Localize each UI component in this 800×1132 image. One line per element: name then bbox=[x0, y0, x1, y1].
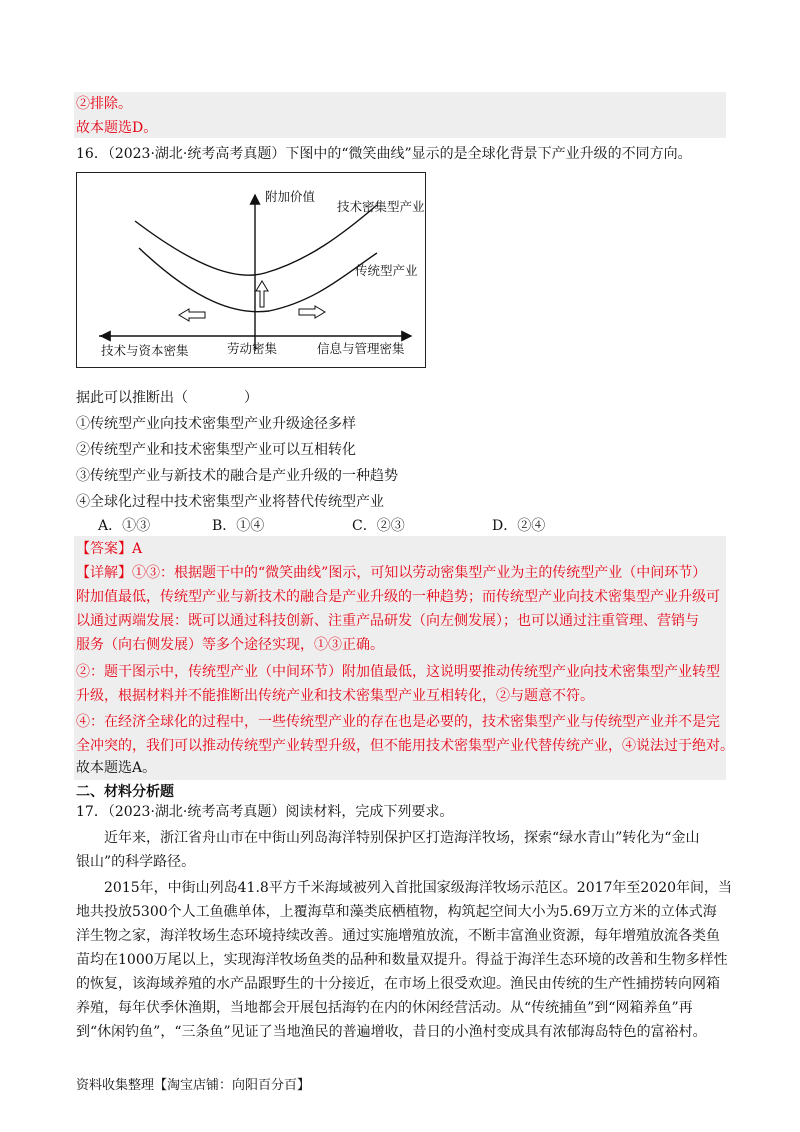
material-para2-line4: 苗均在1000万尾以上，实现海洋牧场鱼类的品种和数量双提升。得益于海洋生态环境的改善和生物多样性 bbox=[76, 952, 728, 968]
upper-curve-label: 技术密集型产业 bbox=[337, 199, 425, 214]
material-para1-line1: 近年来，浙江省舟山市在中街山列岛海洋特别保护区打造海洋牧场，探索“绿水青山”转化为“金山 bbox=[104, 830, 700, 846]
material-para2-line2: 地共投放5300个人工鱼礁单体，上覆海草和藻类底栖植物，构筑起空间大小为5.69万立方米的立体式海 bbox=[76, 904, 717, 920]
question-16-prompt: 据此可以推断出（ ） bbox=[76, 390, 258, 406]
answer-line: ②排除。 bbox=[76, 96, 132, 112]
material-para2-line3: 洋生物之家，海洋牧场生态环境持续改善。通过实施增殖放流，不断丰富渔业资源，每年增殖放流各类鱼 bbox=[76, 928, 720, 944]
option-c: C．②③ bbox=[352, 518, 405, 534]
question-16-stem: 16．（2023·湖北·统考高考真题）下图中的“微笑曲线”显示的是全球化背景下产业升级的不同方向。 bbox=[76, 146, 692, 162]
section-title: 二、材料分析题 bbox=[76, 784, 174, 800]
answer-16-conclusion: 故本题选A。 bbox=[76, 760, 157, 776]
material-para2-line6: 养殖，每年伏季休渔期，当地都会开展包括海钓在内的休闲经营活动。从“传统捕鱼”到“网箱养鱼”再 bbox=[76, 1000, 693, 1016]
option-a: A．①③ bbox=[98, 518, 151, 534]
statement-1: ①传统型产业向技术密集型产业升级途径多样 bbox=[76, 416, 356, 432]
x-mid-label: 劳动密集 bbox=[227, 341, 278, 356]
smile-curve-figure bbox=[76, 172, 426, 368]
explain-line-5: ②：题干图示中，传统型产业（中间环节）附加值最低，这说明要推动传统型产业向技术密集型产业转型 bbox=[76, 664, 720, 680]
material-para2-line1: 2015年，中街山列岛41.8平方千米海域被列入首批国家级海洋牧场示范区。2017年至2020年间，当 bbox=[104, 880, 733, 896]
lower-curve-label: 传统型产业 bbox=[355, 263, 418, 278]
option-d: D．②④ bbox=[492, 518, 546, 534]
explain-line-4: 服务（向右侧发展）等多个途径实现，①③正确。 bbox=[76, 637, 384, 653]
left-arrow-icon bbox=[179, 309, 205, 321]
answer-block-top bbox=[74, 92, 726, 138]
y-axis-label: 附加价值 bbox=[265, 189, 316, 204]
statement-4: ④全球化过程中技术密集型产业将替代传统型产业 bbox=[76, 494, 384, 510]
explain-line-2: 附加值最低，传统型产业与新技术的融合是产业升级的一种趋势；而传统型产业向技术密集型产业升级可 bbox=[76, 589, 720, 605]
explain-line-3: 以通过两端发展：既可以通过科技创新、注重产品研发（向左侧发展）；也可以通过注重管理、营销与 bbox=[76, 613, 699, 629]
statement-2: ②传统型产业和技术密集型产业可以互相转化 bbox=[76, 442, 356, 458]
statement-3: ③传统型产业与新技术的融合是产业升级的一种趋势 bbox=[76, 468, 398, 484]
curve-technology-intensive bbox=[135, 205, 377, 275]
right-arrow-icon bbox=[299, 306, 325, 318]
question-17-stem: 17．（2023·湖北·统考高考真题）阅读材料，完成下列要求。 bbox=[76, 804, 454, 820]
smile-curve-diagram bbox=[77, 173, 427, 369]
x-left-label: 技术与资本密集 bbox=[101, 343, 189, 358]
x-right-label: 信息与管理密集 bbox=[317, 341, 405, 356]
footer-text: 资料收集整理【淘宝店铺：向阳百分百】 bbox=[76, 1078, 311, 1093]
option-b: B．①④ bbox=[212, 518, 265, 534]
material-para2-line7: 到“休闲钓鱼”，“三条鱼”见证了当地渔民的普遍增收，昔日的小渔村变成具有浓郁海岛特色的富裕村。 bbox=[76, 1024, 707, 1040]
material-para1-line2: 银山”的科学路径。 bbox=[76, 854, 196, 870]
explain-line-7: ④：在经济全球化的过程中，一些传统型产业的存在也是必要的，技术密集型产业与传统型产业并不是完 bbox=[76, 714, 720, 730]
explain-line-6: 升级，根据材料并不能推断出传统产业和技术密集型产业互相转化，②与题意不符。 bbox=[76, 688, 594, 704]
answer-conclusion: 故本题选D。 bbox=[76, 120, 158, 136]
explain-line-8: 全冲突的，我们可以推动传统型产业转型升级，但不能用技术密集型产业代替传统产业，④说法过于绝对。 bbox=[76, 738, 734, 754]
curve-traditional bbox=[139, 248, 377, 312]
up-arrow-icon bbox=[256, 281, 268, 307]
answer-16: 【答案】A bbox=[76, 541, 143, 557]
explain-line-1: 【详解】①③：根据题干中的“微笑曲线”图示，可知以劳动密集型产业为主的传统型产业（中间环节） bbox=[76, 565, 707, 581]
material-para2-line5: 的恢复，该海域养殖的水产品跟野生的十分接近，在市场上很受欢迎。渔民由传统的生产性捕捞转向网箱 bbox=[76, 976, 720, 992]
